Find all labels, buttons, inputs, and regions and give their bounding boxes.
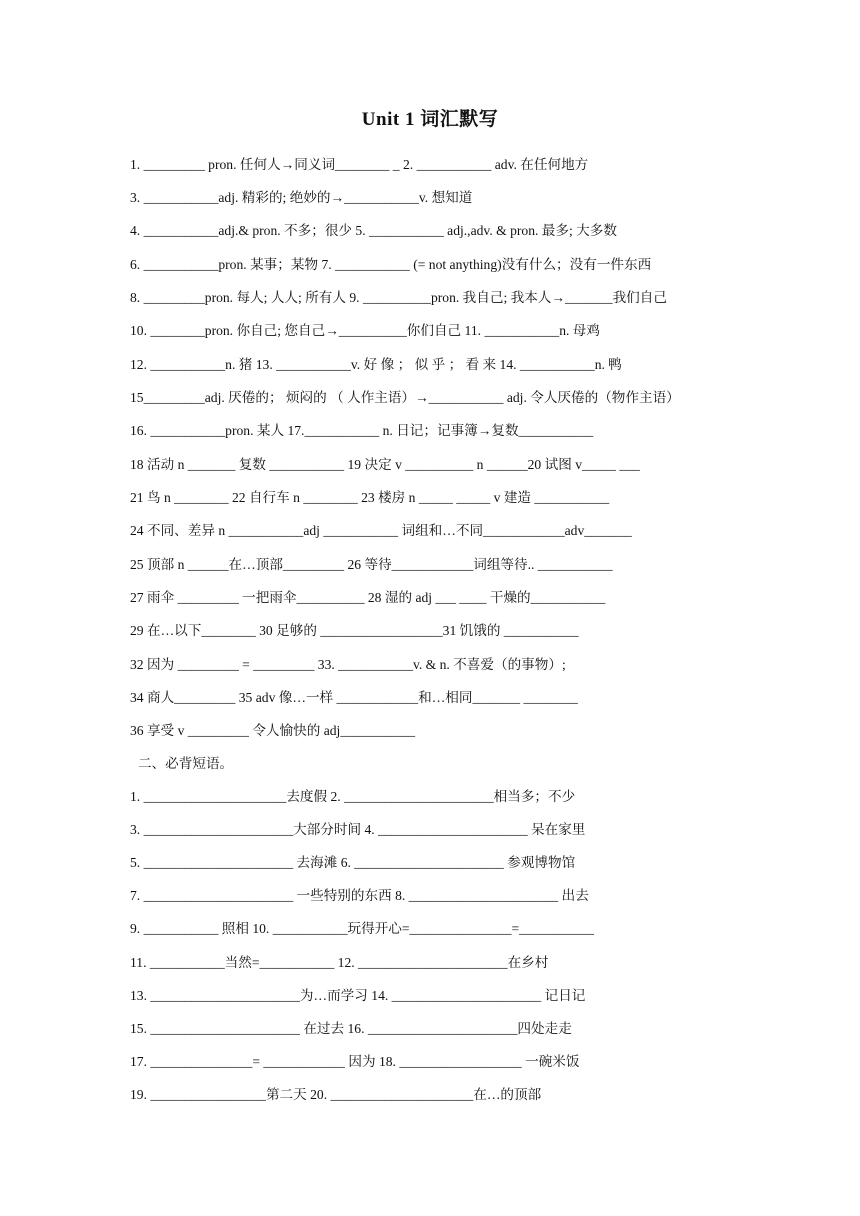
vocab-line: 16. ___________pron. 某人 17.___________ n. 日记；记事簿→复数___________ (130, 423, 594, 438)
vocab-line: 32 因为 _________ = _________ 33. ___________v. & n. 不喜爱（的事物）; (130, 657, 566, 672)
vocab-line: 36 享受 v _________ 令人愉快的 adj___________ (130, 723, 416, 738)
phrase-line: 19. _________________第二天 20. _____________________在…的顶部 (130, 1087, 542, 1102)
vocab-line: 27 雨伞 _________ 一把雨伞__________ 28 湿的 adj ___ ____ 干燥的___________ (130, 590, 606, 605)
phrase-line: 13. ______________________为…而学习 14. ______________________ 记日记 (130, 988, 586, 1003)
vocab-line: 1. _________ pron. 任何人→同义词________ _ 2. ___________ adv. 在任何地方 (130, 157, 589, 172)
phrase-line: 9. ___________ 照相 10. ___________玩得开心=_______________=___________ (130, 921, 594, 936)
phrase-line: 7. ______________________ 一些特别的东西 8. ______________________ 出去 (130, 888, 589, 903)
vocab-line: 6. ___________pron. 某事；某物 7. ___________ (= not anything)没有什么；没有一件东西 (130, 257, 652, 272)
vocab-line: 12. ___________n. 猪 13. ___________v. 好 像 ； 似 乎 ； 看 来 14. ___________n. 鸭 (130, 357, 622, 372)
vocab-line: 3. ___________adj. 精彩的; 绝妙的→___________v. 想知道 (130, 190, 473, 205)
vocab-line: 21 鸟 n ________ 22 自行车 n ________ 23 楼房 n _____ _____ v 建造 ___________ (130, 490, 610, 505)
page-title: Unit 1 词汇默写 (361, 109, 499, 130)
vocab-line: 24 不同、差异 n ___________adj ___________ 词组和…不同____________adv_______ (130, 523, 632, 538)
vocab-line: 15_________adj. 厌倦的； 烦闷的 （ 人作主语）→___________ adj. 令人厌倦的（物作主语） (130, 390, 680, 405)
phrase-line: 5. ______________________ 去海滩 6. ______________________ 参观博物馆 (130, 855, 576, 870)
vocab-line: 34 商人_________ 35 adv 像…一样 ____________和…相同_______ ________ (130, 690, 578, 705)
section-heading: 二、必背短语。 (138, 756, 234, 771)
phrase-line: 3. ______________________大部分时间 4. ______________________ 呆在家里 (130, 822, 586, 837)
vocab-line: 29 在…以下________ 30 足够的 __________________31 饥饿的 ___________ (130, 623, 579, 638)
phrase-line: 11. ___________当然=___________ 12. ______________________在乡村 (130, 955, 549, 970)
vocab-line: 25 顶部 n ______在…顶部_________ 26 等待____________词组等待.. ___________ (130, 557, 613, 572)
vocab-line: 4. ___________adj.& pron. 不多；很少 5. ___________ adj.,adv. & pron. 最多; 大多数 (130, 223, 617, 238)
phrase-line: 15. ______________________ 在过去 16. ______________________四处走走 (130, 1021, 572, 1036)
vocab-line: 10. ________pron. 你自己; 您自己→__________你们自己 11. ___________n. 母鸡 (130, 323, 600, 338)
phrase-line: 1. _____________________去度假 2. ______________________相当多；不少 (130, 789, 576, 804)
vocab-line: 8. _________pron. 每人; 人人; 所有人 9. __________pron. 我自己; 我本人→_______我们自己 (130, 290, 667, 305)
phrase-line: 17. _______________= ____________ 因为 18. __________________ 一碗米饭 (130, 1054, 580, 1069)
vocab-line: 18 活动 n _______ 复数 ___________ 19 决定 v __________ n ______20 试图 v_____ ___ (130, 457, 640, 472)
